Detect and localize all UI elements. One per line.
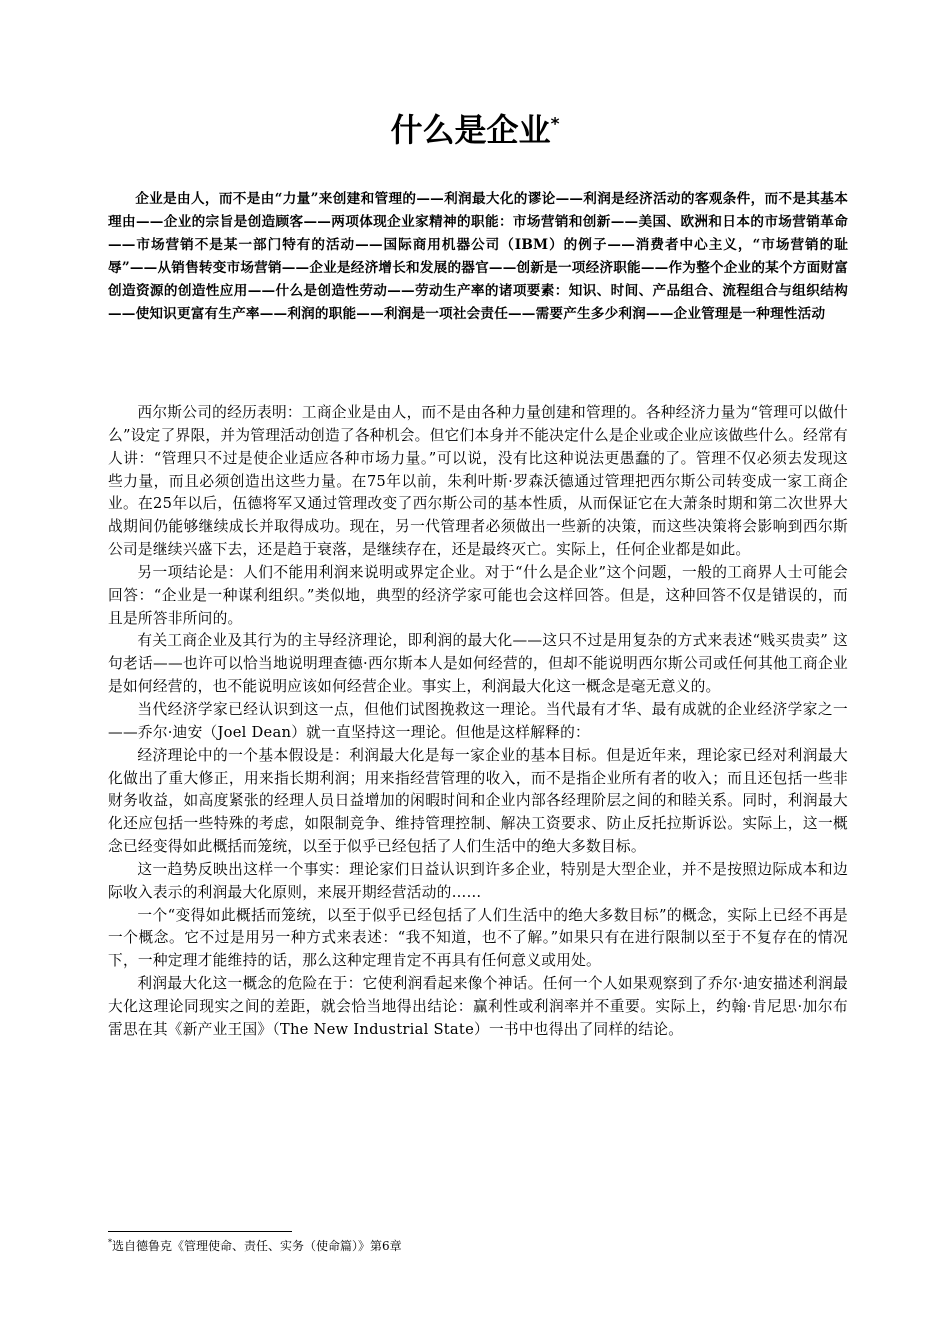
- footnote-marker: *: [108, 1238, 112, 1247]
- title-footnote-marker: *: [550, 114, 560, 135]
- quoted-paragraph: 经济理论中的一个基本假设是：利润最大化是每一家企业的基本目标。但是近年来，理论家已经对利润最大化做出了重大修正，用来指长期利润；用来指经营管理的收入，而不是指企业所有者的收入；而且还包括一些非财务收益，如高度紧张的经理人员日益增加的闲暇时间和企业内部各经理阶层之间的和睦关系。同时，利润最大化还应包括一些特殊的考虑，如限制竞争、维持管理控制、解决工资要求、防止反托拉斯诉讼。实际上，这一概念已经变得如此概括而笼统，以至于似乎已经包括了人们生活中的绝大多数目标。: [108, 746, 848, 856]
- paragraph: 利润最大化这一概念的危险在于：它使利润看起来像个神话。任何一个人如果观察到了乔尔·迪安描述利润最大化这理论同现实之间的差距，就会恰当地得出结论：赢利性或利润率并不重要。实际上，约翰·肯尼思·加尔布雷思在其《新产业王国》（The New Industrial State）一书中也得出了同样的结论。: [108, 975, 848, 1038]
- quoted-paragraph: 这一趋势反映出这样一个事实：理论家们日益认识到许多企业，特别是大型企业，并不是按照边际成本和边际收入表示的利润最大化原则，来展开期经营活动的……: [108, 860, 848, 901]
- paragraph: 当代经济学家已经认识到这一点，但他们试图挽救这一理论。当代最有才华、最有成就的企业经济学家之一——乔尔·迪安（Joel Dean）就一直坚持这一理论。但他是这样解释的：: [108, 700, 848, 741]
- chapter-abstract: 企业是由人，而不是由“力量”来创建和管理的——利润最大化的谬论——利润是经济活动的客观条件，而不是其基本理由——企业的宗旨是创造顾客——两项体现企业家精神的职能：市场营销和创新——美国、欧洲和日本的市场营销革命——市场营销不是某一部门特有的活动——国际商用机器公司（IBM）的例子——消费者中心主义，“市场营销的耻辱”——从销售转变市场营销——企业是经济增长和发展的器官——创新是一项经济职能——作为整个企业的某个方面财富创造资源的创造性应用——什么是创造性劳动——劳动生产率的诸项要素：知识、时间、产品组合、流程组合与组织结构——使知识更富有生产率——利润的职能——利润是一项社会责任——需要产生多少利润——企业管理是一种理性活动: [108, 191, 848, 322]
- footnote: [108, 1237, 848, 1255]
- body-text: [108, 402, 848, 1042]
- footnote-divider: [108, 1231, 292, 1232]
- paragraph: 另一项结论是：人们不能用利润来说明或界定企业。对于“什么是企业”这个问题，一般的工商界人士可能会回答：“企业是一种谋利组织。”类似地，典型的经济学家可能也会这样回答。但是，这种回答不仅是错误的，而且是所答非所问的。: [108, 563, 848, 627]
- footnote-text: 选自德鲁克《管理使命、责任、实务（使命篇）》第6章: [112, 1239, 402, 1253]
- page-title: [0, 104, 950, 156]
- title-text: 什么是企业: [390, 111, 551, 149]
- paragraph: 有关工商企业及其行为的主导经济理论，即利润的最大化——这只不过是用复杂的方式来表述“贱买贵卖” 这句老话——也许可以恰当地说明理查德·西尔斯本人是如何经营的，但却不能说明西尔斯公司或任何其他工商企业是如何经营的，也不能说明应该如何经营企业。事实上，利润最大化这一概念是毫无意义的。: [108, 632, 848, 696]
- paragraph: 一个“变得如此概括而笼统，以至于似乎已经包括了人们生活中的绝大多数目标”的概念，实际上已经不再是一个概念。它不过是用另一种方式来表述：“我不知道，也不了解。”如果只有在进行限制以至于不复存在的情况下，一种定理才能维持的话，那么这种定理肯定不再具有任何意义或用处。: [108, 906, 848, 970]
- paragraph: 西尔斯公司的经历表明：工商企业是由人，而不是由各种力量创建和管理的。各种经济力量为“管理可以做什么”设定了界限，并为管理活动创造了各种机会。但它们本身并不能决定什么是企业或企业应该做些什么。经常有人讲：“管理只不过是使企业适应各种市场力量。”可以说，没有比这种说法更愚蠢的了。管理不仅必须去发现这些力量，而且必须创造出这些力量。在75年以前，朱利叶斯·罗森沃德通过管理把西尔斯公司转变成一家工商企业。在25年以后，伍德将军又通过管理改变了西尔斯公司的基本性质，从而保证它在大萧条时期和第二次世界大战期间仍能够继续成长并取得成功。现在，另一代管理者必须做出一些新的决策，而这些决策将会影响到西尔斯公司是继续兴盛下去，还是趋于衰落，是继续存在，还是最终灭亡。实际上，任何企业都是如此。: [108, 404, 848, 559]
